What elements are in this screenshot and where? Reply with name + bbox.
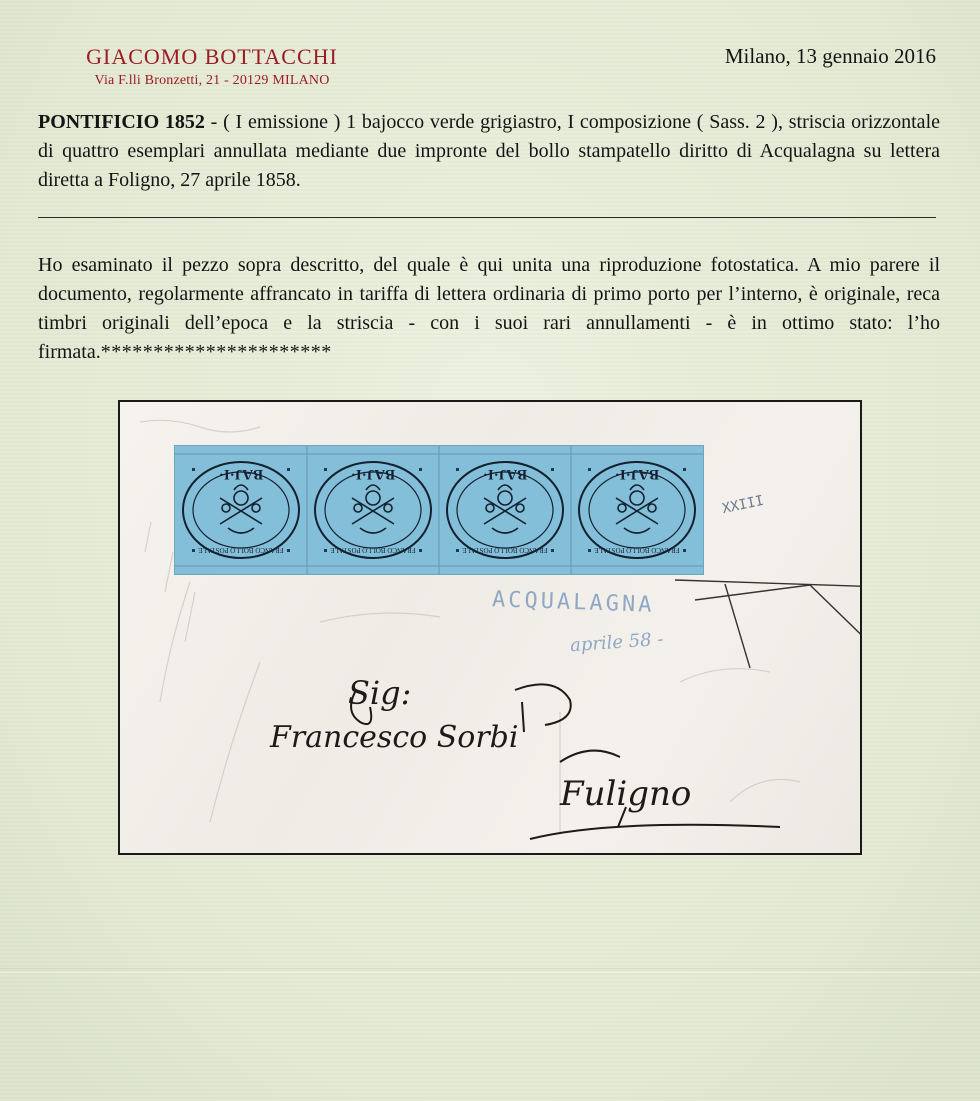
stamp-design: [310, 454, 436, 566]
stamp-legend-text: FRANCO BOLLO POSTALE: [330, 546, 416, 554]
stamp-design: [574, 454, 700, 566]
stamp-strip: [175, 446, 703, 574]
stamp-1-bajocco: [178, 454, 304, 566]
stamp-value-text: BAJ·I·: [482, 466, 528, 482]
address-salutation: Sig:: [348, 674, 412, 712]
letterhead-address: Via F.lli Bronzetti, 21 - 20129 MILANO: [94, 73, 330, 88]
expert-opinion: [38, 251, 940, 367]
stamp-legend-text: FRANCO BOLLO POSTALE: [462, 546, 548, 554]
cover-photo: [118, 400, 862, 855]
divider: [38, 217, 936, 218]
stamp-1-bajocco: [442, 454, 568, 566]
signature-stars: **********************: [100, 341, 332, 363]
paper-line-highlight: [0, 972, 980, 973]
postmark-acqualagna: ACQUALAGNA: [491, 587, 655, 618]
stamp-value-text: BAJ·I·: [614, 466, 660, 482]
item-description: [38, 108, 940, 195]
pencil-date-note: aprile 58 -: [569, 628, 665, 657]
stamp-1-bajocco: [310, 454, 436, 566]
letterhead: [52, 44, 372, 90]
address-recipient: Francesco Sorbi: [270, 720, 519, 755]
stamp-legend-text: FRANCO BOLLO POSTALE: [594, 546, 680, 554]
stamp-legend-text: FRANCO BOLLO POSTALE: [198, 546, 284, 554]
item-description-text: - ( I emissione ) 1 bajocco verde grigiastro, I composizione ( Sass. 2 ), striscia orizzontale di quattro esemplari annullata mediante due impronte del bollo stampatello diritto di Acqualagna su lettera diretta a Foligno, 27 aprile 1858.: [38, 111, 940, 191]
item-title: PONTIFICIO 1852: [38, 111, 205, 133]
pencil-numeral: XXIII: [720, 492, 766, 518]
stamp-value-text: BAJ·I·: [218, 466, 264, 482]
stamp-design: [178, 454, 304, 566]
stamp-value-text: BAJ·I·: [350, 466, 396, 482]
letterhead-name: GIACOMO BOTTACCHI: [86, 44, 338, 69]
stamp-1-bajocco: [574, 454, 700, 566]
certificate-date: Milano, 13 gennaio 2016: [724, 44, 936, 68]
address-city: Fuligno: [560, 774, 692, 814]
stamp-design: [442, 454, 568, 566]
opinion-text: Ho esaminato il pezzo sopra descritto, del quale è qui unita una riproduzione fotostatica. A mio parere il documento, regolarmente affrancato in tariffa di lettera ordinaria di primo porto per l’interno, è originale, reca timbri originali dell’epoca e la striscia - con i suoi rari annullamenti - è in ottimo stato: l’ho firmata.: [38, 254, 940, 363]
paper-line: [0, 968, 980, 969]
